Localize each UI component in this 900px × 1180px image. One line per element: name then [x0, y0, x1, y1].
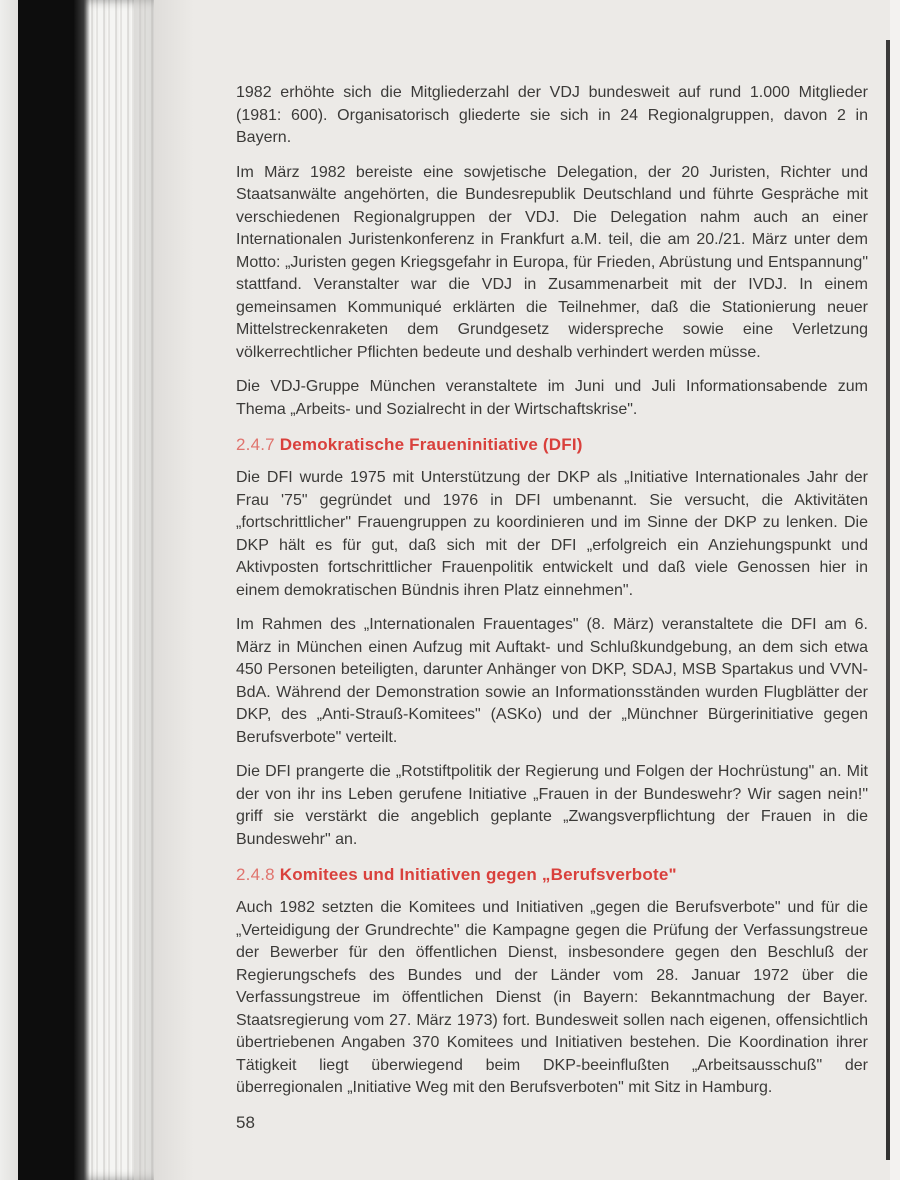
book-spine-shadow [18, 0, 74, 1180]
section-heading-2-4-7 [236, 433, 868, 457]
paragraph: Die DFI wurde 1975 mit Unterstützung der DKP als „Initiative Internationales Jahr der Frau '75" gegründet und 1976 in DFI umbenannt. Sie versucht, die Aktivitäten „fortschrittlicher" Frauengruppen zu koordinieren und im Sinne der DKP zu lenken. Die DKP hält es für gut, daß sich mit der DFI „erfolgreich ein Anziehungspunkt und Aktivposten fortschrittlicher Frauenpolitik entwickelt und daß viele Genossen hier in einem demokratischen Bündnis ihren Platz einnehmen". [236, 469, 868, 599]
paragraph: Die VDJ-Gruppe München veranstaltete im Juni und Juli Informationsabende zum Thema „Arbeits- und Sozialrecht in der Wirtschaftskrise". [236, 378, 868, 418]
paragraph: Auch 1982 setzten die Komitees und Initiativen „gegen die Berufsverbote" und für die „Verteidigung der Grundrechte" die Kampagne gegen die Prüfung der Verfassungstreue der Bewerber für den öffentlichen Dienst, insbesondere gegen den Beschluß der Regierungschefs des Bundes und der Länder vom 28. Januar 1972 über die Verfassungstreue im öffentlichen Dienst (in Bayern: Bekanntmachung der Bayer. Staatsregierung vom 27. März 1973) fort. Bundesweit sollen nach eigenen, offensichtlich übertriebenen Angaben 370 Komitees und Initiativen bestehen. Die Koordination ihrer Tätigkeit liegt überwiegend beim DKP-beeinflußten „Arbeitsausschuß" der überregionalen „Initiative Weg mit den Berufsverboten" mit Sitz in Hamburg. [236, 899, 868, 1096]
page-edge-right [890, 0, 900, 1180]
paragraph: Im Rahmen des „Internationalen Frauentages" (8. März) veranstaltete die DFI am 6. März in München einen Aufzug mit Auftakt- und Schlußkundgebung, an dem sich etwa 450 Personen beteiligten, darunter Anhänger von DKP, SDAJ, MSB Spartakus und VVN-BdA. Während der Demonstration sowie an Informationsständen wurden Flugblätter der DKP, des „Anti-Strauß-Komitees" (ASKo) und der „Münchner Bürgerinitiative gegen Berufsverbote" verteilt. [236, 616, 868, 746]
text-column [236, 82, 868, 1112]
page-edge-left [0, 0, 18, 1180]
section-title: Demokratische Fraueninitiative (DFI) [279, 435, 583, 454]
page-number: 58 [236, 1113, 255, 1132]
section-title: Komitees und Initiativen gegen „Berufsverbote" [279, 865, 677, 884]
paragraph: Die DFI prangerte die „Rotstiftpolitik der Regierung und Folgen der Hochrüstung" an. Mit der von ihr ins Leben gerufene Initiative „Frauen in der Bundeswehr? Wir sagen nein!" griff sie verstärkt die angeblich geplante „Zwangsverpflichtung der Frauen in die Bundeswehr" an. [236, 763, 868, 848]
page-stack-edges [74, 0, 154, 1180]
paragraph: Im März 1982 bereiste eine sowjetische Delegation, der 20 Juristen, Richter und Staatsanwälte angehörten, die Bundesrepublik Deutschland und führte Gespräche mit verschiedenen Regionalgruppen der VDJ. Die Delegation nahm auch an einer Internationalen Juristenkonferenz in Frankfurt a.M. teil, die am 20./21. März unter dem Motto: „Juristen gegen Kriegsgefahr in Europa, für Frieden, Abrüstung und Entspannung" stattfand. Veranstalter war die VDJ in Zusammenarbeit mit der IVDJ. In einem gemeinsamen Kommuniqué erklärten die Teilnehmer, daß die Stationierung neuer Mittelstreckenraketen dem Grundgesetz widerspreche sowie eine Verletzung völkerrechtlicher Pflichten bedeute und deshalb verhindert werden müsse. [236, 163, 868, 361]
right-margin-shadow [886, 40, 890, 1160]
section-number: 2.4.7 [236, 435, 275, 454]
paragraph: 1982 erhöhte sich die Mitgliederzahl der VDJ bundesweit auf rund 1.000 Mitglieder (1981: 600). Organisatorisch gliederte sie sich in 24 Regionalgruppen, davon 2 in Bayern. [236, 84, 868, 146]
section-number: 2.4.8 [236, 865, 275, 884]
section-heading-2-4-8 [236, 863, 868, 887]
